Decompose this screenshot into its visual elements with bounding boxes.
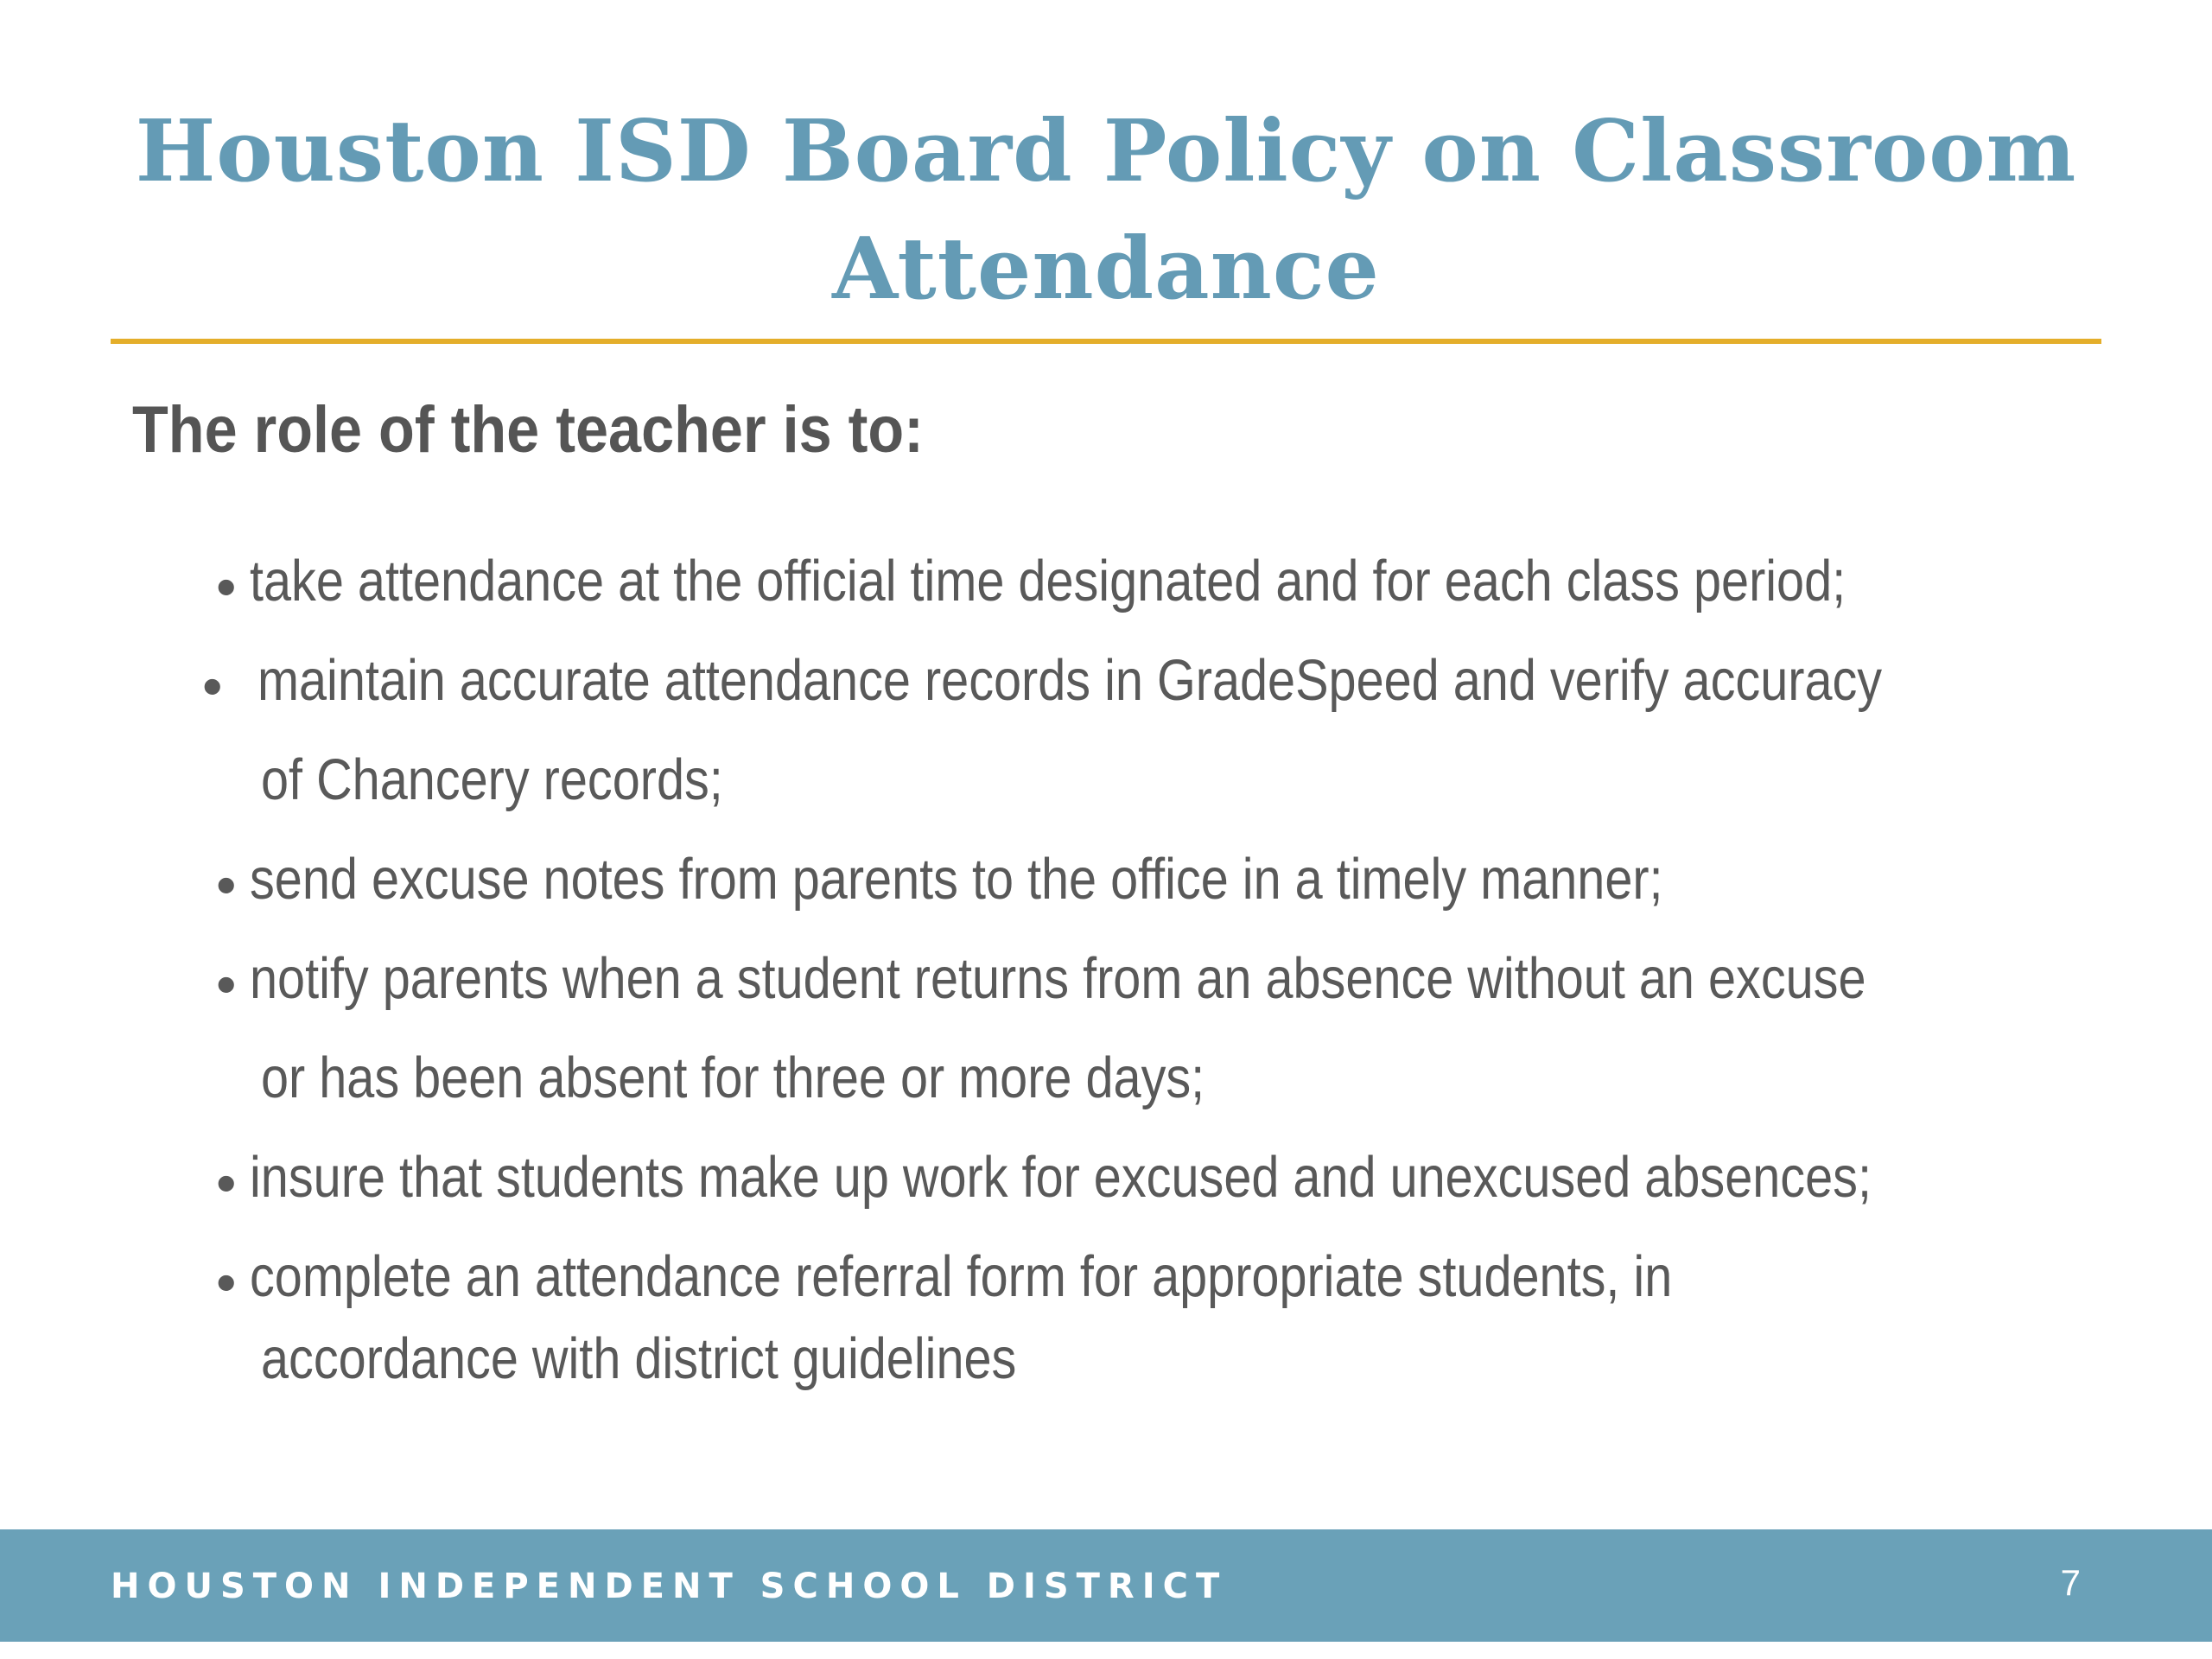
bullet-line: notify parents when a student returns from an absence without an excuse xyxy=(250,946,1866,1011)
bullet-line: take attendance at the official time designated and for each class period; xyxy=(250,549,1847,613)
slide-subtitle: The role of the teacher is to: xyxy=(132,393,924,467)
slide-title: Houston ISD Board Policy on Classroom Attendance xyxy=(135,102,2077,319)
bullet-line: complete an attendance referral form for appropriate students, in xyxy=(250,1244,1673,1309)
bullet-line: send excuse notes from parents to the office in a timely manner; xyxy=(250,847,1663,912)
footer-organization: HOUSTON INDEPENDENT SCHOOL DISTRICT xyxy=(111,1567,1228,1606)
bullet-line: accordance with district guidelines xyxy=(261,1326,1017,1391)
bullet-line: of Chancery records; xyxy=(261,747,723,812)
page-number: 7 xyxy=(2060,1562,2081,1603)
bullet-icon: • xyxy=(202,654,223,719)
bullet-line: insure that students make up work for excused and unexcused absences; xyxy=(250,1145,1872,1210)
bullet-line: or has been absent for three or more days; xyxy=(261,1046,1205,1110)
bullet-icon: • xyxy=(216,1151,237,1216)
bullet-line: maintain accurate attendance records in GradeSpeed and verify accuracy xyxy=(257,648,1883,713)
bullet-icon: • xyxy=(216,1250,237,1315)
title-divider xyxy=(111,339,2101,344)
bullet-icon: • xyxy=(216,555,237,620)
bullet-icon: • xyxy=(216,952,237,1017)
bullet-icon: • xyxy=(216,853,237,918)
